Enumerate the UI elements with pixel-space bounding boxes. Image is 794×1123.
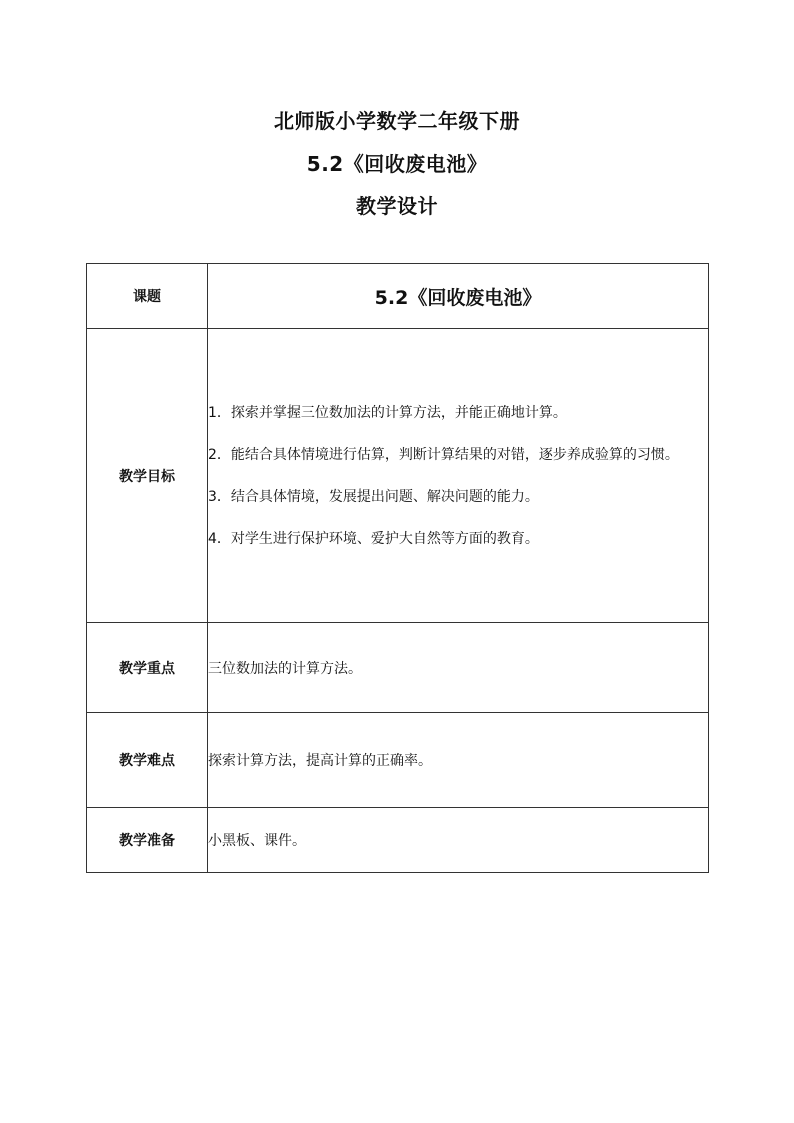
objectives-label: 教学目标 xyxy=(87,329,208,623)
objective-item: 3．结合具体情境，发展提出问题、解决问题的能力。 xyxy=(208,488,539,505)
topic-value: 5.2《回收废电池》 xyxy=(208,264,709,329)
table-row-objectives xyxy=(87,329,709,623)
table-row-difficulty xyxy=(87,713,709,808)
preparation-value: 小黑板、课件。 xyxy=(208,808,709,873)
table-row-preparation xyxy=(87,808,709,873)
objective-item: 2．能结合具体情境进行估算，判断计算结果的对错，逐步养成验算的习惯。 xyxy=(208,446,679,463)
objectives-list xyxy=(208,392,708,560)
topic-label: 课题 xyxy=(87,264,208,329)
lesson-title: 5.2《回收废电池》 xyxy=(306,152,488,176)
document-title: 北师版小学数学二年级下册 xyxy=(274,109,520,133)
objectives-cell xyxy=(208,329,709,623)
difficulty-value: 探索计算方法，提高计算的正确率。 xyxy=(208,713,709,808)
key-point-label: 教学重点 xyxy=(87,623,208,713)
objective-item: 4．对学生进行保护环境、爱护大自然等方面的教育。 xyxy=(208,530,539,547)
preparation-label: 教学准备 xyxy=(87,808,208,873)
key-point-value: 三位数加法的计算方法。 xyxy=(208,623,709,713)
objective-item: 1．探索并掌握三位数加法的计算方法，并能正确地计算。 xyxy=(208,404,567,421)
table-row-topic xyxy=(87,264,709,329)
difficulty-label: 教学难点 xyxy=(87,713,208,808)
lesson-plan-table xyxy=(86,263,709,873)
table-row-key-point xyxy=(87,623,709,713)
document-subtitle: 教学设计 xyxy=(356,194,438,218)
